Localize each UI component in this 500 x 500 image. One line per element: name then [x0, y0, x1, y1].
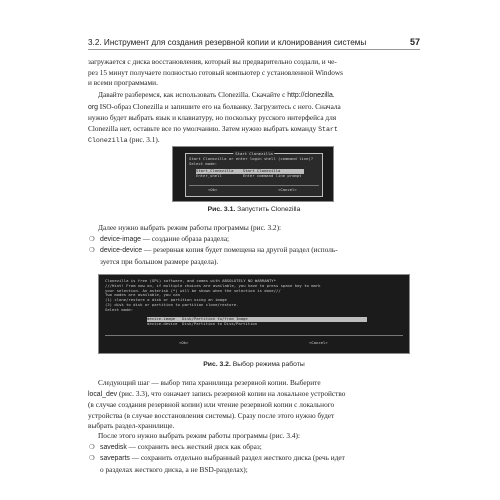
figure-3-1-screenshot — [172, 146, 334, 202]
option-key: Start_Clonezilla — [196, 168, 234, 173]
paragraph-4-line-3: (в случае создания резервной копии) или чтение резервной копии с локального — [88, 400, 335, 409]
dialog-title: Start Clonezilla — [235, 151, 273, 156]
ok-button[interactable]: <Ok> — [208, 187, 218, 192]
list-item-device-device — [88, 245, 420, 267]
list-desc-cont: зуется при большом размере раздела). — [100, 256, 219, 266]
list-item-saveparts — [88, 453, 420, 475]
option-desc: Disk/Partition to Disk/Partition — [182, 321, 258, 326]
paragraph-2-text-e: (рис. 3.1). — [127, 135, 160, 144]
figure-3-2-caption — [88, 361, 420, 368]
local-dev-term: local_dev — [88, 390, 118, 398]
terminal-line-6: (2) disk to disk or partition to partition clone/restore. — [105, 302, 239, 307]
list-term: saveparts — [100, 455, 130, 462]
bullet-circle-icon: ❍ — [89, 246, 95, 254]
list-desc: — резервная копия будет помещена на другой раздел (исполь- — [142, 245, 338, 254]
terminal-line-1: Clonezilla is free (GPL) software, and comes with ABSOLUTELY NO WARRANTY* — [105, 278, 276, 283]
dialog-prompt-1: Start Clonezilla or enter login shell (command line)? — [189, 156, 314, 161]
clonezilla-url-part-1[interactable]: http://clonezilla. — [287, 92, 335, 99]
terminal-line-2: ///Hint! From now on, if multiple choices are available, you have to press space key to mark — [105, 282, 321, 288]
start-clonezilla-dialog — [185, 153, 323, 197]
option-desc: Disk/Partition to/from Image — [182, 316, 248, 321]
figure-3-1-number: Рис. 3.1. — [207, 206, 236, 213]
paragraph-2 — [88, 90, 420, 147]
option-key: Enter_shell — [196, 173, 222, 178]
bullet-circle-icon: ❍ — [89, 235, 95, 243]
paragraph-2-text-b: ISO-образ Clonezilla и запишите его на болванку. Загрузитесь с него. Сначала — [97, 101, 341, 111]
paragraph-1 — [88, 57, 420, 89]
option-key: device-device — [147, 321, 178, 326]
list-term: device-device — [100, 247, 143, 254]
ok-button[interactable]: <Ok> — [179, 340, 189, 345]
list-desc: — сохранить весь жесткий диск как образ; — [126, 442, 262, 451]
terminal-line-4: Two modes are available, you can — [105, 292, 180, 298]
dialog-divider — [189, 185, 319, 186]
figure-3-2-number: Рис. 3.2. — [203, 361, 231, 368]
figure-3-1-title: Запустить Clonezilla — [235, 206, 301, 213]
bullet-circle-icon: ❍ — [89, 443, 95, 451]
start-command-part-2: Clonezilla — [88, 137, 128, 144]
paragraph-5 — [88, 431, 420, 442]
header-rule — [88, 49, 420, 50]
figure-3-2-title: Выбор режима работы — [230, 361, 305, 368]
paragraph-1-line-1: загружается с диска восстановления, который вы предварительно создали, и че- — [88, 57, 337, 66]
option-key: device-image — [147, 316, 176, 321]
list-term: device-image — [100, 236, 141, 243]
paragraph-3 — [88, 223, 420, 234]
paragraph-4-line-5: выбрать раздел-хранилище. — [88, 421, 175, 430]
start-command-part-1: Start — [318, 125, 338, 133]
terminal-line-3: your selection. An asterisk (*) will be shown when the selection is done/// — [105, 287, 281, 293]
list-desc: — сохранить отдельно выбранный раздел жесткого диска (речь идет — [129, 453, 345, 462]
paragraph-1-line-3: и всеми программами. — [88, 78, 158, 87]
terminal-line-5: (1) clone/restore a disk or partition using an image — [105, 297, 227, 303]
figure-3-1-caption — [88, 206, 420, 213]
list-term: savedisk — [100, 444, 127, 451]
paragraph-3-text: Далее нужно выбрать режим работы программы (рис. 3.2): — [98, 223, 282, 232]
option-desc: Enter command line prompt — [242, 173, 302, 178]
running-header-title: 3.2. Инструмент для создания резервной копии и клонирования системы — [88, 38, 367, 47]
list-desc: — создание образа раздела; — [140, 234, 230, 243]
option-desc: Start Clonezilla — [242, 168, 281, 173]
page-number: 57 — [409, 37, 420, 47]
paragraph-1-line-2: рез 15 минут получаете полностью готовый компьютер с установленной Windows — [88, 67, 343, 77]
dialog-prompt-2: Select mode: — [189, 160, 218, 166]
paragraph-4-line-4: устройства (в случае восстановления системы). Сразу после этого нужно будет — [88, 410, 335, 420]
dialog-divider — [105, 335, 403, 336]
figure-3-2-screenshot — [98, 274, 410, 354]
paragraph-2-text-d: Clonezilla нет, оставьте все по умолчанию. Затем нужно выбрать команду — [88, 123, 319, 133]
list-desc-cont: о разделах жесткого диска, а не BSD-разделах); — [100, 464, 248, 474]
paragraph-4-line-2: (рис. 3.3), что означает запись резервной копии на локальное устройство — [117, 388, 346, 398]
cancel-button[interactable]: <Cancel> — [309, 340, 328, 345]
option-enter-shell[interactable] — [196, 174, 301, 179]
clonezilla-url-part-2[interactable]: org — [88, 103, 98, 111]
bullet-circle-icon: ❍ — [89, 454, 95, 462]
paragraph-2-text-a: Давайте разберемся, как использовать Clonezilla. Скачайте с — [98, 90, 288, 99]
cancel-button[interactable]: <Cancel> — [278, 187, 297, 192]
book-page — [88, 0, 420, 500]
paragraph-4 — [88, 378, 420, 432]
paragraph-5-text: После этого нужно выбрать режим работы программы (рис. 3.4): — [98, 431, 301, 440]
paragraph-4-line-1: Следующий шаг — выбор типа хранилища резервной копии. Выберите — [98, 378, 321, 387]
option-device-device[interactable] — [147, 322, 257, 327]
list-item-savedisk — [88, 442, 420, 454]
list-item-device-image — [88, 234, 420, 246]
paragraph-2-text-c: нужно будет выбрать язык и клавиатуру, но поскольку русского интерфейса для — [88, 113, 337, 122]
terminal-line-7: Select mode: — [105, 306, 134, 312]
